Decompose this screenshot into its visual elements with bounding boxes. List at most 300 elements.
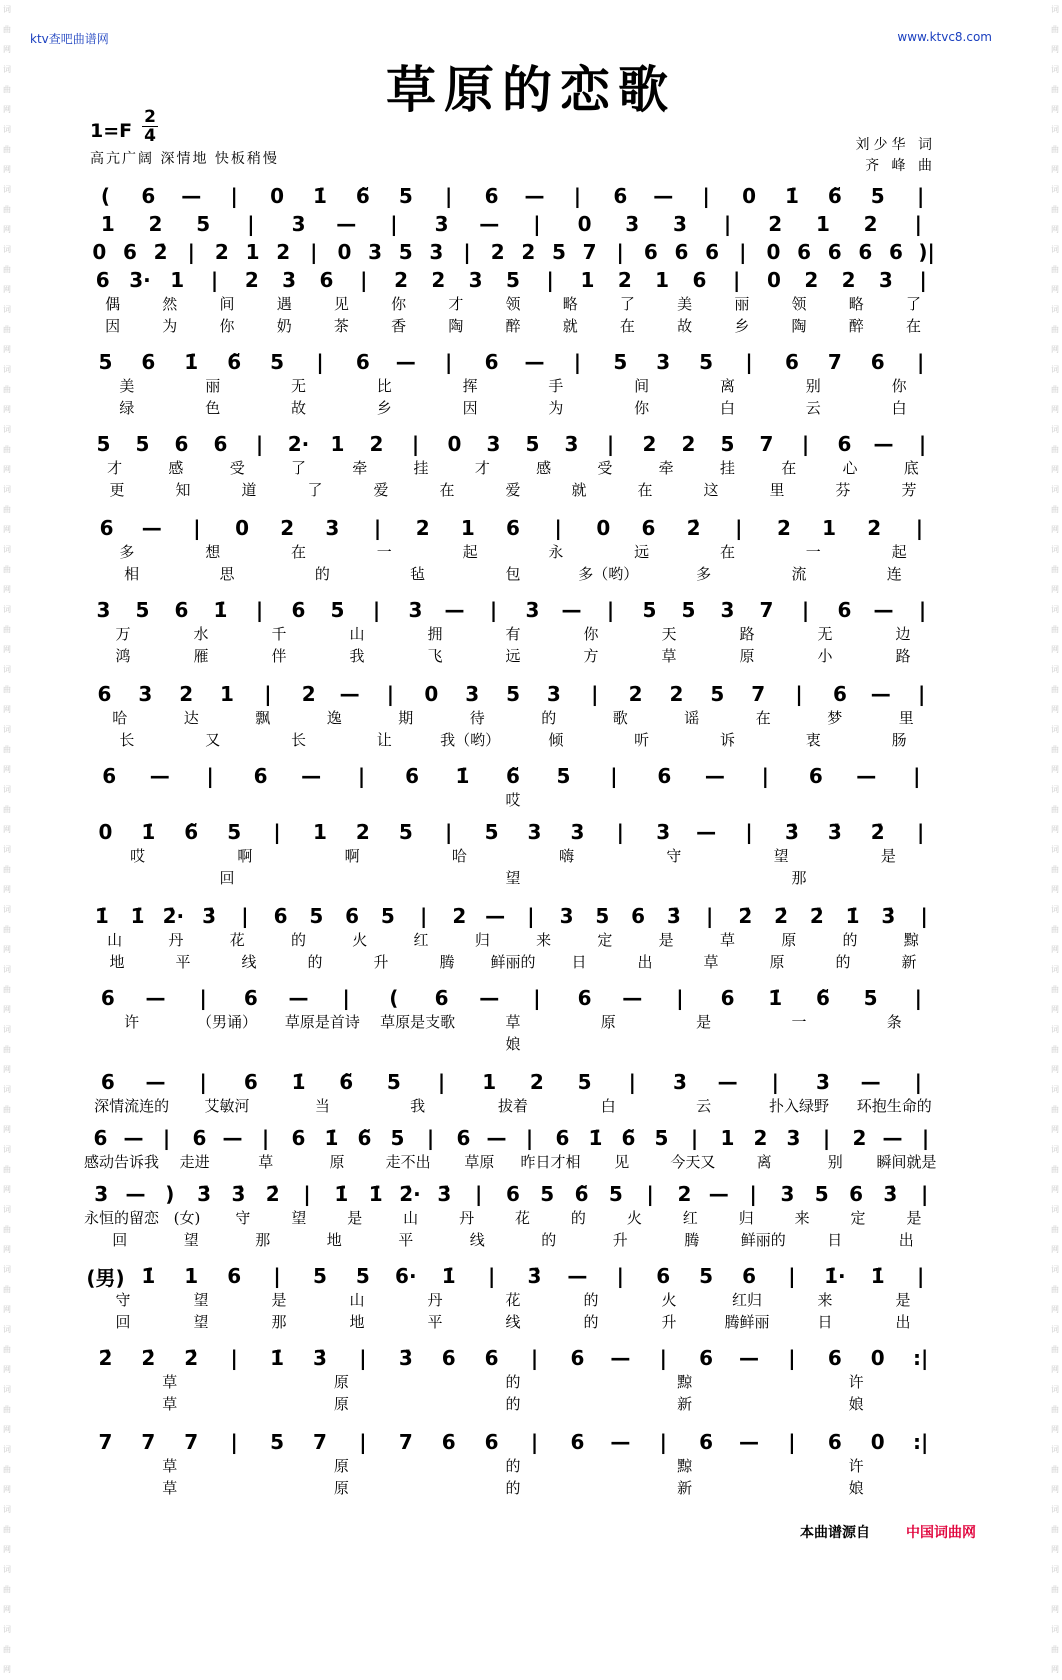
lyric-syllable: 来 — [817, 1290, 833, 1309]
lyric-syllable: （男诵） — [196, 1012, 257, 1031]
note: 3 — [672, 1070, 687, 1094]
note: — — [610, 1430, 631, 1454]
note: 6 — [699, 1346, 714, 1370]
note: 2 — [628, 682, 643, 706]
note: 6 — [570, 1346, 585, 1370]
note: 5 — [608, 1182, 623, 1206]
barline: | — [316, 350, 324, 374]
barline: | — [606, 432, 615, 456]
note: 1̇ — [213, 598, 228, 622]
note: 5 — [505, 268, 520, 292]
lyric-syllable: 茶 — [333, 316, 349, 335]
note: 2 — [214, 240, 229, 264]
lyric-syllable: 日 — [827, 1230, 843, 1249]
note: 3̇ — [231, 1182, 246, 1206]
lyric-syllable: 草原是支歌 — [380, 1012, 456, 1031]
barline: | — [360, 268, 368, 292]
note: 1 — [815, 212, 830, 236]
lyric-syllable: 无 — [290, 376, 306, 395]
lyric-syllable: 伴 — [271, 646, 287, 665]
note-line — [84, 1264, 942, 1288]
barline: | — [390, 212, 398, 236]
lyric-syllable: 爱 — [373, 480, 389, 499]
lyric-syllable: 地 — [349, 1312, 365, 1331]
note: — — [485, 904, 506, 928]
lyric-line-verse-1 — [84, 374, 942, 396]
note: 7 — [98, 1430, 113, 1454]
note: 6 — [355, 350, 370, 374]
note: 5 — [556, 764, 571, 788]
note: 1 — [245, 240, 260, 264]
note: — — [567, 1264, 588, 1288]
note: 6 — [613, 184, 628, 208]
note: 1 — [460, 516, 475, 540]
lyric-syllable: 定 — [850, 1208, 866, 1227]
note: 1 — [720, 1126, 735, 1150]
note: 2 — [867, 516, 882, 540]
lyric-syllable: 一 — [805, 542, 821, 561]
lyric-syllable: 感动告诉我 — [84, 1152, 160, 1171]
note: 1̇ — [141, 820, 156, 844]
note: — — [717, 1070, 738, 1094]
note: 6 — [505, 1182, 520, 1206]
lyric-syllable: 守 — [666, 846, 682, 865]
note: 2 — [529, 1070, 544, 1094]
note: — — [145, 986, 166, 1010]
note: 2· — [287, 432, 310, 456]
barline: | — [917, 184, 925, 208]
note-line — [84, 1126, 942, 1150]
note: 3 — [408, 598, 423, 622]
barline: | — [733, 268, 741, 292]
note: — — [123, 1126, 144, 1150]
lyric-syllable: 来 — [794, 1208, 810, 1227]
lyric-syllable: 望 — [291, 1208, 307, 1227]
barline: | — [445, 184, 453, 208]
header-site-left[interactable]: ktv查吧曲谱网 — [30, 32, 109, 46]
lyric-syllable: 拔着 — [497, 1096, 528, 1115]
note: 1 — [220, 682, 234, 706]
lyric-syllable: 的 — [583, 1312, 599, 1331]
lyric-syllable: 草 — [719, 930, 735, 949]
lyric-syllable: 那 — [791, 868, 807, 887]
note: 0 — [767, 268, 781, 292]
lyric-syllable: 里 — [898, 708, 914, 727]
lyric-syllable: 是 — [696, 1012, 712, 1031]
lyric-syllable: 望 — [193, 1312, 209, 1331]
note: 3̇ — [313, 1346, 327, 1370]
barline: | — [273, 820, 281, 844]
lyric-syllable: 听 — [634, 730, 650, 749]
note: 3̇ — [437, 1182, 452, 1206]
barline: | — [230, 1430, 238, 1454]
note-line — [84, 986, 942, 1010]
note: 1̇ — [870, 1264, 885, 1288]
lyric-syllable: 路 — [739, 624, 755, 643]
lyric-syllable: 原 — [333, 1394, 349, 1413]
note: 5 — [654, 1126, 669, 1150]
lyric-syllable: 腾 — [439, 952, 455, 971]
lyric-syllable: 许 — [848, 1372, 864, 1391]
note: 6 — [405, 764, 419, 788]
note: 1̇ — [130, 904, 145, 928]
lyric-syllable: 离 — [719, 376, 735, 395]
lyric-syllable: 丽 — [734, 294, 750, 313]
note: — — [301, 764, 322, 788]
lyric-syllable: 长 — [290, 730, 306, 749]
lyric-syllable: 奶 — [276, 316, 292, 335]
lyric-syllable: 是 — [271, 1290, 287, 1309]
note: 5 — [98, 350, 113, 374]
lyric-syllable: 草原是首诗 — [284, 1012, 360, 1031]
note-line — [84, 350, 942, 374]
lyric-line-verse-1 — [84, 1206, 942, 1228]
lyric-syllable: 啊 — [237, 846, 253, 865]
note-line — [84, 240, 942, 264]
note: 2̇· — [162, 904, 185, 928]
note-line — [84, 184, 942, 208]
lyric-syllable: 了 — [290, 458, 306, 477]
note: 2̇ — [184, 1346, 199, 1370]
note: 6 — [243, 986, 258, 1010]
note: 3 — [780, 1182, 795, 1206]
note: 2̇ — [686, 516, 701, 540]
barline: | — [419, 904, 428, 928]
note: 3̇ — [666, 904, 681, 928]
lyric-syllable: 归 — [474, 930, 490, 949]
lyric-syllable: 雁 — [193, 646, 209, 665]
note: 6 — [484, 184, 499, 208]
lyricist-credit: 刘少华 词 — [855, 137, 936, 153]
note: 5 — [270, 350, 285, 374]
lyric-syllable: 别 — [805, 376, 821, 395]
note: — — [739, 1346, 760, 1370]
note: 6 — [441, 1430, 456, 1454]
barline: | — [801, 432, 810, 456]
notation-system — [84, 1346, 942, 1414]
lyric-syllable: 丹 — [459, 1208, 475, 1227]
note: 2 — [394, 268, 408, 292]
note: 3 — [282, 268, 297, 292]
lyric-line-verse-2 — [84, 562, 942, 584]
lyric-syllable: 哈 — [451, 846, 467, 865]
lyric-syllable: 许 — [848, 1456, 864, 1475]
note: 2 — [841, 268, 856, 292]
barline: | — [261, 1126, 270, 1150]
note: 2 — [490, 240, 505, 264]
lyric-syllable: 感 — [536, 458, 552, 477]
lyric-syllable: 嗨 — [559, 846, 575, 865]
note: 5 — [699, 1264, 714, 1288]
lyric-syllable: 原 — [769, 952, 785, 971]
barline: | — [918, 598, 927, 622]
note: 2 — [863, 212, 878, 236]
lyric-syllable: 升 — [661, 1312, 677, 1331]
notation-system — [84, 1264, 942, 1332]
lyric-syllable: 回 — [112, 1230, 128, 1249]
lyric-syllable: 来 — [536, 930, 552, 949]
header-site-url[interactable]: www.ktvc8.com — [897, 30, 992, 44]
lyric-syllable: 走进 — [179, 1152, 210, 1171]
lyric-syllable: 白 — [600, 1096, 616, 1115]
note: 0 — [742, 184, 756, 208]
lyric-syllable: 日 — [817, 1312, 833, 1331]
note: 6 — [345, 904, 360, 928]
footer-source-label: 本曲谱源自 — [800, 1525, 870, 1541]
note: 6· — [395, 1264, 417, 1288]
lyric-syllable: 歌 — [612, 708, 628, 727]
lyric-syllable: 丽 — [205, 376, 221, 395]
note: 6 — [484, 1430, 499, 1454]
note: 6 — [657, 764, 672, 788]
note: 1̇ — [845, 904, 860, 928]
note: 5 — [484, 820, 499, 844]
note: 5 — [135, 432, 150, 456]
lyric-syllable: 火 — [626, 1208, 642, 1227]
barline: | — [735, 516, 743, 540]
lyric-syllable: 见 — [333, 294, 349, 313]
barline: | — [530, 1430, 539, 1454]
lyric-syllable: 望 — [183, 1230, 199, 1249]
lyric-syllable: 醉 — [848, 316, 864, 335]
lyric-syllable: 白 — [719, 398, 735, 417]
lyric-syllable: 又 — [205, 730, 221, 749]
lyric-syllable: 逸 — [326, 708, 342, 727]
note: 7 — [827, 350, 842, 374]
note: 0 — [577, 212, 592, 236]
lyric-syllable: 多（哟） — [578, 564, 639, 583]
note: 3 — [94, 1182, 109, 1206]
note: 6 — [641, 516, 656, 540]
lyric-syllable: 原 — [333, 1372, 349, 1391]
barline: | — [487, 1264, 496, 1288]
lyric-syllable: 升 — [612, 1230, 628, 1249]
lyric-line-verse-2 — [84, 314, 942, 336]
barline: | — [525, 1126, 534, 1150]
lyric-syllable: 我 — [410, 1096, 426, 1115]
lyric-syllable: 受 — [597, 458, 613, 477]
lyric-syllable: 娘 — [848, 1394, 864, 1413]
barline: | — [690, 1126, 699, 1150]
lyric-syllable: 谣 — [684, 708, 700, 727]
lyric-line-verse-2 — [84, 1310, 942, 1332]
note: 6̃ — [355, 184, 370, 208]
note: 6 — [174, 432, 189, 456]
lyric-syllable: 这 — [703, 480, 719, 499]
lyric-syllable: 一 — [376, 542, 392, 561]
lyric-syllable: 的 — [570, 1208, 586, 1227]
note: 6 — [506, 516, 520, 540]
time-signature-top: 2 — [144, 107, 156, 127]
lyric-syllable: 为 — [162, 316, 178, 335]
note: 1̇ — [784, 184, 799, 208]
lyric-syllable: 原 — [329, 1152, 345, 1171]
note: 6 — [720, 986, 735, 1010]
lyric-syllable: 多 — [696, 564, 712, 583]
lyric-syllable: 陶 — [448, 316, 464, 335]
lyric-syllable: 我 — [349, 646, 365, 665]
barline: | — [247, 212, 255, 236]
note: 0 — [870, 1346, 885, 1370]
note: 3̇ — [883, 1182, 898, 1206]
lyric-syllable: 色 — [205, 398, 221, 417]
note: — — [856, 764, 877, 788]
lyric-syllable: 的 — [290, 930, 306, 949]
lyric-syllable: 线 — [241, 952, 257, 971]
note: — — [653, 184, 674, 208]
note: — — [145, 1070, 166, 1094]
lyric-syllable: 云 — [696, 1096, 712, 1115]
notation-system — [84, 268, 942, 336]
lyric-syllable: 的 — [541, 1230, 557, 1249]
note: 6 — [808, 764, 823, 788]
barline: | — [616, 820, 624, 844]
note: 3̇ — [827, 820, 842, 844]
note: 6 — [827, 1346, 842, 1370]
lyric-syllable: 见 — [614, 1152, 630, 1171]
note: ( — [389, 986, 399, 1010]
lyric-syllable: 间 — [219, 294, 235, 313]
note: 3 — [96, 598, 111, 622]
barline: | — [914, 1070, 922, 1094]
lyric-syllable: 哎 — [505, 790, 521, 809]
notation-system — [84, 1070, 942, 1116]
note: 5 — [595, 904, 610, 928]
barline: | — [310, 240, 318, 264]
note: 2 — [804, 268, 819, 292]
note: 3 — [656, 350, 671, 374]
barline: :| — [913, 1430, 929, 1454]
lyric-syllable: 在 — [637, 480, 653, 499]
note: 2 — [244, 268, 259, 292]
note: — — [149, 764, 170, 788]
lyric-line-verse-2 — [84, 396, 942, 418]
barline: | — [795, 682, 803, 706]
note: 6 — [141, 350, 156, 374]
lyric-syllable: 比 — [376, 376, 392, 395]
note: 1 — [655, 268, 670, 292]
lyric-syllable: 飞 — [427, 646, 443, 665]
lyric-syllable: 黥 — [677, 1372, 693, 1391]
note: 2̇ — [153, 240, 168, 264]
note: 6 — [832, 682, 847, 706]
note: 5 — [540, 1182, 555, 1206]
note: 5 — [863, 986, 878, 1010]
note: 1 — [822, 516, 837, 540]
barline: | — [822, 1126, 831, 1150]
note: 2 — [276, 240, 291, 264]
note: 7 — [141, 1430, 156, 1454]
note: 1 — [184, 1264, 199, 1288]
note: 6 — [484, 350, 499, 374]
note: 5 — [355, 1264, 370, 1288]
lyric-syllable: 你 — [219, 316, 235, 335]
lyric-syllable: 鲜丽的 — [490, 952, 536, 971]
lyric-syllable: 千 — [271, 624, 287, 643]
lyric-syllable: 间 — [634, 376, 650, 395]
note: 6 — [93, 1126, 108, 1150]
note: 1 — [170, 268, 185, 292]
notation-system — [84, 764, 942, 810]
barline: | — [917, 1264, 925, 1288]
lyric-syllable: 地 — [326, 1230, 342, 1249]
footer-source-brand[interactable]: 中国词曲网 — [906, 1525, 976, 1541]
lyric-syllable: 爱 — [505, 480, 521, 499]
barline: | — [546, 268, 554, 292]
lyric-syllable: 是 — [880, 846, 896, 865]
lyric-syllable: 望 — [193, 1290, 209, 1309]
note: 1 — [580, 268, 595, 292]
note: 5 — [196, 212, 211, 236]
note: 3 — [570, 820, 585, 844]
note: 3 — [672, 212, 687, 236]
note: 6 — [319, 268, 334, 292]
lyric-syllable: 知 — [175, 480, 191, 499]
notation-system — [84, 1182, 942, 1250]
note: 6 — [827, 240, 842, 264]
note: 2 — [776, 516, 791, 540]
note: 6 — [484, 1346, 499, 1370]
note: 2̇· — [399, 1182, 421, 1206]
note: 6 — [837, 598, 852, 622]
lyric-syllable: 鲜丽的 — [740, 1230, 786, 1249]
note: 6 — [889, 240, 903, 264]
barline: | — [255, 598, 264, 622]
barline: | — [359, 1346, 367, 1370]
lyric-syllable: 无 — [817, 624, 833, 643]
note-line — [84, 1430, 942, 1454]
note: 3 — [786, 1126, 801, 1150]
note: 6̃ — [339, 1070, 354, 1094]
note: 3 — [720, 598, 735, 622]
lyric-syllable: 望 — [773, 846, 789, 865]
note: 3̇ — [202, 904, 217, 928]
lyric-line-verse-2 — [84, 728, 942, 750]
lyric-syllable: 有 — [505, 624, 521, 643]
note: — — [873, 432, 894, 456]
note: 2̇ — [774, 904, 789, 928]
lyric-syllable: 别 — [827, 1152, 843, 1171]
lyric-syllable: 为 — [548, 398, 564, 417]
note: 1 — [100, 212, 115, 236]
note: — — [222, 1126, 243, 1150]
barline: | — [610, 764, 618, 788]
note: 7 — [582, 240, 597, 264]
lyric-syllable: 连 — [886, 564, 902, 583]
note: 6̃ — [357, 1126, 372, 1150]
lyric-syllable: 领 — [505, 294, 521, 313]
lyric-syllable: 牵 — [658, 458, 674, 477]
note: — — [873, 598, 894, 622]
lyric-syllable: 肠 — [891, 730, 907, 749]
note: 6 — [253, 764, 268, 788]
lyric-syllable: 了 — [905, 294, 921, 313]
note: — — [561, 598, 582, 622]
lyric-syllable: 相 — [124, 564, 140, 583]
note: 1̇ — [94, 904, 109, 928]
lyric-syllable: 原 — [333, 1456, 349, 1475]
barline: | — [646, 1182, 654, 1206]
lyric-syllable: 我（哟） — [440, 730, 501, 749]
lyric-syllable: 底 — [903, 458, 919, 477]
barline: | — [199, 986, 207, 1010]
note: — — [395, 350, 416, 374]
note: 5 — [330, 598, 345, 622]
note: 3 — [625, 212, 640, 236]
lyric-syllable: 心 — [842, 458, 858, 477]
time-signature — [142, 108, 158, 145]
note: 3 — [325, 516, 340, 540]
